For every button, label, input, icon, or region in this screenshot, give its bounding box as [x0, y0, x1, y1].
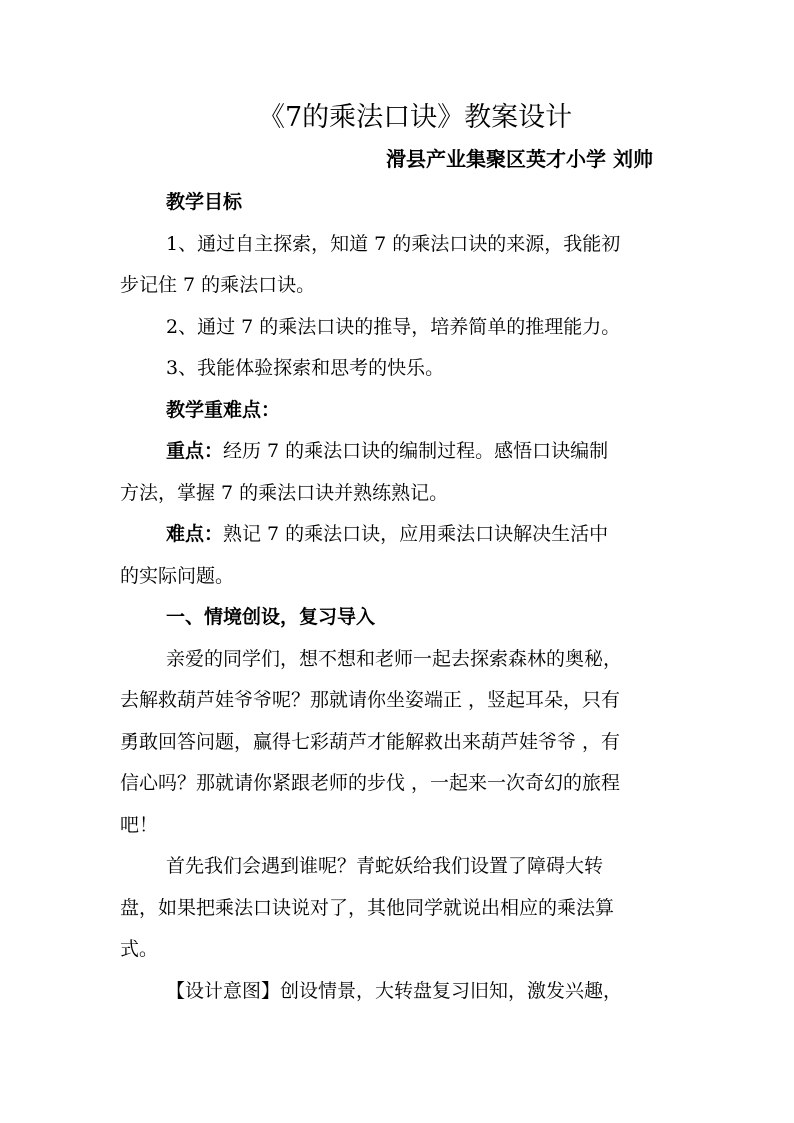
paragraph-2-line-3: 式。	[120, 938, 159, 960]
document-title: 《7的乘法口诀》教案设计	[258, 102, 573, 133]
paragraph-2-line-2: 盘，如果把乘法口诀说对了，其他同学就说出相应的乘法算	[120, 897, 615, 919]
goal-2: 2、通过 7 的乘法口诀的推导，培养简单的推理能力。	[166, 316, 621, 338]
keypoints-heading: 教学重难点：	[166, 399, 281, 421]
paragraph-2-line-1: 首先我们会遇到谁呢？青蛇妖给我们设置了障碍大转	[166, 855, 604, 877]
difficult-point-label: 难点：	[166, 523, 224, 545]
key-point-label: 重点：	[166, 440, 224, 462]
author-line: 滑县产业集聚区英才小学 刘帅	[386, 147, 653, 171]
goals-heading: 教学目标	[166, 191, 243, 213]
paragraph-1-line-3: 勇敢回答问题，赢得七彩葫芦才能解救出来葫芦娃爷爷 ，有	[120, 731, 621, 753]
key-point-text: 经历 7 的乘法口诀的编制过程。感悟口诀编制	[223, 440, 609, 462]
difficult-point-line-2: 的实际问题。	[120, 565, 235, 587]
paragraph-1-line-1: 亲爱的同学们，想不想和老师一起去探索森林的奥秘，	[166, 648, 623, 670]
difficult-point-text: 熟记 7 的乘法口诀，应用乘法口诀解决生活中	[223, 523, 609, 545]
key-point-line-1	[166, 442, 608, 461]
paragraph-1-line-5: 吧！	[120, 814, 159, 836]
paragraph-1-line-2: 去解救葫芦娃爷爷呢？那就请你坐姿端正 ，竖起耳朵，只有	[120, 689, 621, 711]
difficult-point-line-1	[166, 525, 608, 544]
goal-3: 3、我能体验探索和思考的快乐。	[166, 357, 445, 379]
goal-1-line-2: 步记住 7 的乘法口诀。	[120, 274, 316, 296]
paragraph-1-line-4: 信心吗？那就请你紧跟老师的步伐 ，一起来一次奇幻的旅程	[120, 772, 621, 794]
key-point-line-2: 方法，掌握 7 的乘法口诀并熟练熟记。	[120, 482, 449, 504]
part-1-heading: 一、情境创设，复习导入	[166, 606, 376, 628]
goal-1-line-1: 1、通过自主探索，知道 7 的乘法口诀的来源，我能初	[166, 233, 621, 255]
paragraph-3-line-1: 【设计意图】创设情景，大转盘复习旧知，激发兴趣，	[166, 980, 623, 1002]
